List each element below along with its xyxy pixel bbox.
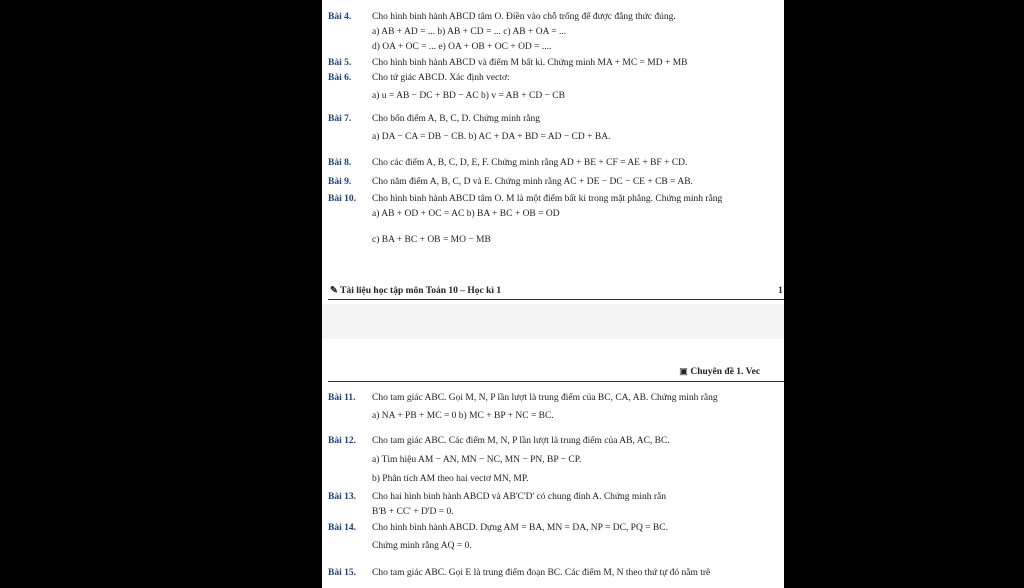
document-page-2 <box>322 339 784 588</box>
exercise-label: Bài 12. <box>328 436 356 446</box>
exercise-label: Bài 9. <box>328 177 352 187</box>
exercise-text: Cho hình bình hành ABCD tâm O. Điền vào chỗ trống để được đẳng thức đúng. <box>372 12 676 22</box>
exercise-text: a) u = AB − DC + BD − AC b) v = AB + CD − CB <box>372 91 565 101</box>
exercise-text: a) Tìm hiệu AM − AN, MN − NC, MN − PN, BP − CP. <box>372 455 582 465</box>
exercise-text: a) DA − CA = DB − CB. b) AC + DA + BD = AD − CD + BA. <box>372 132 611 142</box>
exercise-text: Cho hình bình hành ABCD và điểm M bất kì. Chứng minh MA + MC = MD + MB <box>372 58 688 68</box>
exercise-text: Cho tam giác ABC. Gọi M, N, P lần lượt là trung điểm của BC, CA, AB. Chứng minh rằng <box>372 393 718 403</box>
exercise-text: Cho hình bình hành ABCD tâm O. M là một điểm bất kì trong mặt phẳng. Chứng minh rằng <box>372 194 723 204</box>
exercise-label: Bài 6. <box>328 73 352 83</box>
exercise-text: Cho hình bình hành ABCD. Dựng AM = BA, MN = DA, NP = DC, PQ = BC. <box>372 523 668 533</box>
exercise-text: Cho các điểm A, B, C, D, E, F. Chứng minh rằng AD + BE + CF = AE + BF + CD. <box>372 158 688 168</box>
exercise-text: b) Phân tích AM theo hai vectơ MN, MP. <box>372 474 529 484</box>
exercise-label: Bài 10. <box>328 194 356 204</box>
exercise-text: Cho bốn điểm A, B, C, D. Chứng minh rằng <box>372 114 540 124</box>
exercise-text: Cho hai hình bình hành ABCD và AB'C'D' có chung đỉnh A. Chứng minh rằn <box>372 492 666 502</box>
exercise-label: Bài 13. <box>328 492 356 502</box>
exercise-text: Cho năm điểm A, B, C, D và E. Chứng minh rằng AC + DE − DC − CE + CB = AB. <box>372 177 693 187</box>
exercise-label: Bài 14. <box>328 523 356 533</box>
exercise-label: Bài 8. <box>328 158 352 168</box>
exercise-label: Bài 11. <box>328 393 356 403</box>
page-gap <box>322 304 784 339</box>
exercise-label: Bài 15. <box>328 568 356 578</box>
page-number: 1 <box>778 286 783 296</box>
exercise-text: a) AB + OD + OC = AC b) BA + BC + OB = OD <box>372 209 560 219</box>
exercise-text: a) NA + PB + MC = 0 b) MC + BP + NC = BC. <box>372 411 554 421</box>
exercise-text: Chứng minh rằng AQ = 0. <box>372 541 472 551</box>
page-footer: ✎ Tài liệu học tập môn Toán 10 – Học kì 1 <box>330 286 502 296</box>
exercise-label: Bài 5. <box>328 58 352 68</box>
footer-rule <box>328 299 784 300</box>
exercise-text: c) BA + BC + OB = MO − MB <box>372 235 491 245</box>
chapter-header: ▣ Chuyên đề 1. Vec <box>679 367 761 377</box>
book-icon: ▣ <box>679 367 691 377</box>
exercise-text: Cho tam giác ABC. Các điểm M, N, P lần lượt là trung điểm của AB, AC, BC. <box>372 436 670 446</box>
header-rule <box>328 381 784 382</box>
exercise-label: Bài 7. <box>328 114 352 124</box>
exercise-text: Cho tứ giác ABCD. Xác định vectơ: <box>372 73 510 83</box>
exercise-text: a) AB + AD = ... b) AB + CD = ... c) AB + OA = ... <box>372 27 567 37</box>
book-icon: ✎ <box>330 286 341 296</box>
exercise-text: d) OA + OC = ... e) OA + OB + OC + OD = .... <box>372 42 552 52</box>
exercise-text: B'B + CC' + D'D = 0. <box>372 507 454 517</box>
document-page-1 <box>322 0 784 304</box>
exercise-text: Cho tam giác ABC. Gọi E là trung điểm đoạn BC. Các điểm M, N theo thứ tự đó nằm trê <box>372 568 711 578</box>
exercise-label: Bài 4. <box>328 12 352 22</box>
